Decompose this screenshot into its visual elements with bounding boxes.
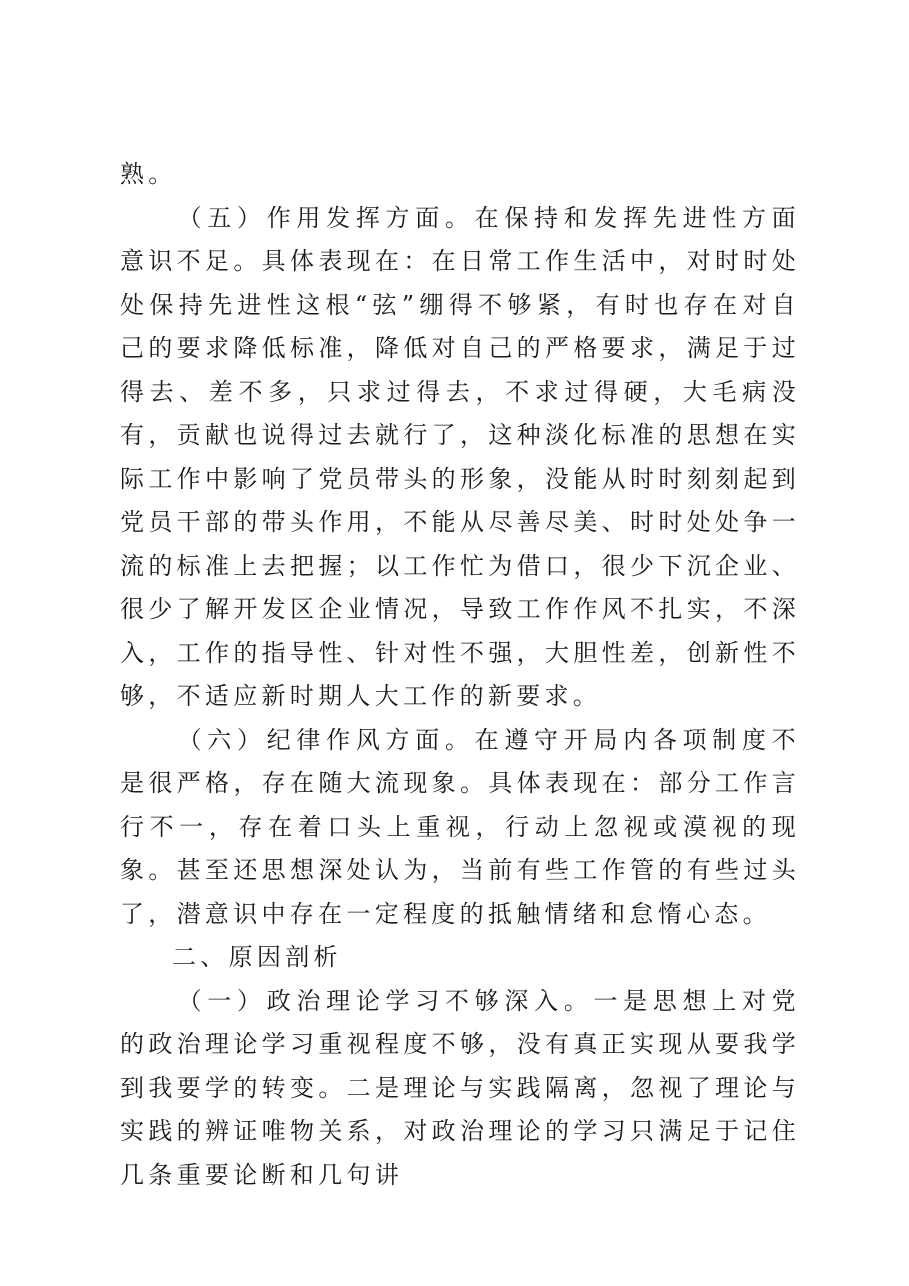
paragraph-role-performance: （五）作用发挥方面。在保持和发挥先进性方面意识不足。具体表现在：在日常工作生活中，对时时处处保持先进性这根“弦”绷得不够紧，有时也存在对自己的要求降低标准，降低对自己的严格要求，满足于过得去、差不多，只求过得去，不求过得硬，大毛病没有，贡献也说得过去就行了，这种淡化标准的思想在实际工作中影响了党员带头的形象，没能从时时刻刻起到党员干部的带头作用，不能从尽善尽美、时时处处争一流的标准上去把握；以工作忙为借口，很少下沉企业、很少了解开发区企业情况，导致工作作风不扎实，不深入，工作的指导性、针对性不强，大胆性差，创新性不够，不适应新时期人大工作的新要求。 <box>120 203 800 710</box>
paragraph-political-theory: （一）政治理论学习不够深入。一是思想上对党的政治理论学习重视程度不够，没有真正实现从要我学到我要学的转变。二是理论与实践隔离，忽视了理论与实践的辨证唯物关系，对政治理论的学习只满足于记住几条重要论断和几句讲 <box>120 986 800 1189</box>
section-heading: 二、原因剖析 <box>172 943 342 971</box>
document-body <box>120 153 800 1197</box>
paragraph-discipline-style: （六）纪律作风方面。在遵守开局内各项制度不是很严格，存在随大流现象。具体表现在：部分工作言行不一，存在着口头上重视，行动上忽视或漠视的现象。甚至还思想深处认为，当前有些工作管的有些过头了，潜意识中存在一定程度的抵触情绪和怠惰心态。 <box>120 725 800 928</box>
paragraph-continuation: 熟。 <box>120 160 177 188</box>
